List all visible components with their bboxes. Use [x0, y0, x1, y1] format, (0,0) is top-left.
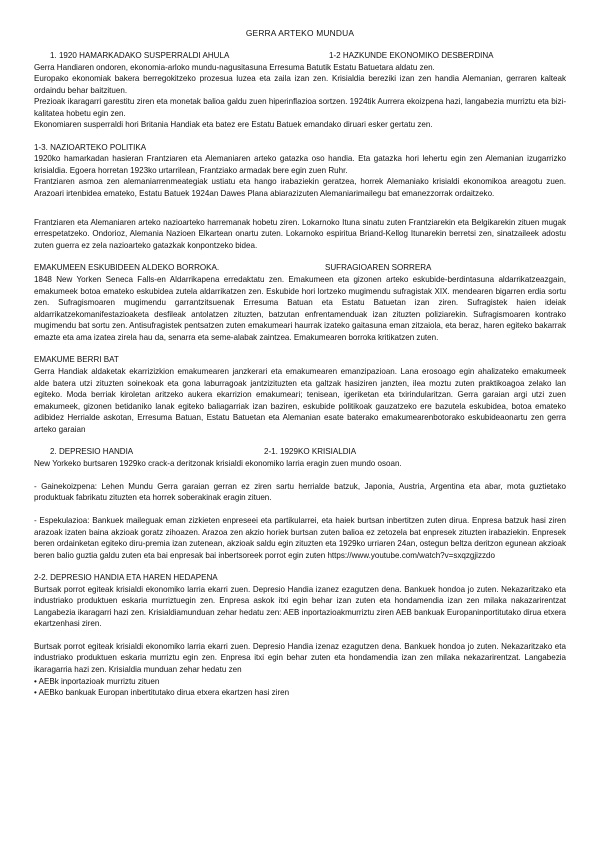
paragraph: New Yorkeko burtsaren 1929ko crack-a deritzonak krisialdi ekonomiko larria eragin zuen mundo osoan. [34, 459, 402, 469]
heading-great-depression: 2. DEPRESIO HANDIA [50, 447, 134, 457]
document-page [34, 28, 566, 699]
paragraph: 1920ko hamarkadan hasieran Frantziaren eta Alemaniaren arteko gatazka oso handia. Eta gatazka hori lehertu egin zen Alemanian izugarrizko krisialdia. Egoera horretan 1923ko urtarrilean, Frantziako armadak bere egin zuen Ruhr. [34, 154, 566, 175]
paragraph: Prezioak ikaragarri garestitu ziren eta monetak balioa galdu zuen hiperinflazioa sortzen. 1924tik Aurrera ekoizpena hazi, langabezia murriztu eta bizi-kalitatea hobetu egin zen. [34, 97, 566, 118]
heading-womens-rights: EMAKUMEEN ESKUBIDEEN ALDEKO BORROKA. [34, 263, 220, 273]
section-heading-row-1 [34, 50, 566, 62]
paragraph: Ekonomiaren susperraldi hori Britania Handiak eta batez ere Estatu Batuek emandako diruari esker gertatu zen. [34, 120, 433, 130]
paragraph: - Espekulazioa: Bankuek maileguak eman zizkieten enpreseei eta partikularrei, eta haiek burtsan inbertitzen zuten dirua. Enpresa batzuk hasi ziren arazoak izaten baina akzioak goratz zihoazen. Arazoa zen akzio horiek burtsan zuten balioa ez zetozela bat enpresek zituzten irabaziekin. Enpresek beren ordainketan egiteko diru-premia izan zutenean, akzioak saldu egin zituzten eta 1929ko urriaren 24an, ostegun beltza deritzon egunean akzioak beren balio guztia galdu zuten eta bai enpresak bai inbertsoreek porrot egin zuten https://www.youtube.com/watch?v=sxqzgjizzdo [34, 515, 566, 560]
heading-new-woman: EMAKUME BERRI BAT [34, 355, 119, 365]
paragraph: Burtsak porrot egiteak krisialdi ekonomiko larria ekarri zuen. Depresio Handia izanez ezagutzen dena. Bankuek hondoa jo zuten. Nekazaritzako eta industriako produktuen eskaria murriztuegin zen. Enpresa askok itxi egin behar izan zuten eta hondamendia izan zen milaka nakazarirentzat Langabezia ikaragarri hazi zen. Krisialdiamunduan zehar hedatu zen: AEB inportazioakmurriztu ziren AEB bankuak Europaninportitutako dirua etxera ekartzenhasi ziren. [34, 584, 566, 629]
heading-1929-crisis: 2-1. 1929KO KRISIALDIA [264, 447, 357, 457]
paragraph: - Gainekoizpena: Lehen Mundu Gerra garaian gerran ez ziren sartu herrialde batzuk, Japonia, Austria, Argentina eta abar, mota guztietako produktuak fabrikatu zituzten eta horrek soberakinak eragin zituen. [34, 481, 566, 503]
list-item: • AEBko bankuak Europan inbertitutako dirua etxera ekartzen hasi ziren [34, 688, 290, 698]
document-title: GERRA ARTEKO MUNDUA [245, 28, 355, 38]
paragraph: Frantziaren asmoa zen alemaniarrenmeategiak ustiatu eta hango irabaziekin geratzea, horrek Alemaniako krisialdi ekonomikoa areagotu zuen. Arazoari irtenbidea emateko, Estatu Batuek 1924an Dawes Plana abiarazizuten Alemaniarimailegu bat emanezzorrak ordaitzeko. [34, 177, 566, 199]
heading-depression-spread: 2-2. DEPRESIO HANDIA ETA HAREN HEDAPENA [34, 573, 218, 583]
heading-suffrage-origin: SUFRAGIOAREN SORRERA [325, 263, 432, 273]
paragraph: Gerra Handiaren ondoren, ekonomia-arloko mundu-nagusitasuna Erresuma Batutik Estatu Batuetara aldatu zen. [34, 62, 435, 72]
paragraph: Gerra Handiak aldaketak ekarrizizkion emakumearen janzkerari eta emakumearen emanzipazioan. Lana erosoago egin ahalizateko emakumeek alde batera utzi zituzten soinekoak eta gona laburragoak jantzizituzten eta galtzak hasiziren janzten, ilea moztu zuten praktikoagoa zelako lan egiteko. Moda berriak kiroletan aritzeko aukera ekarrizion emakumeari; tenisean, igeriketan eta txirindularitzan. Gerra garaian argi utzi zuen emakumeek, gizonen betidaniko lanak egiteko baliagarriak izan baziren, eskubide politikoak gauzatzeko ere bazutela eskubidea, botoa emateko adibidez Herrialde askotan, Erresuma Batuan, Estatu Batuetan eta Alemanian esate baterako emakumearenbotorako eskubideaonartu zen gerra arteko garaian [34, 367, 566, 434]
paragraph: Europako ekonomiak bakera berregokitzeko prozesua luzea eta zaila izan zen. Krisialdia bereziki izan zen handia Alemanian, gerraren kalteak ordaindu behar baitzituen. [34, 74, 566, 95]
section-heading-row-3 [34, 262, 566, 274]
heading-international-politics: 1-3. NAZIOARTEKO POLITIKA [34, 142, 147, 152]
heading-unequal-growth: 1-2 HAZKUNDE EKONOMIKO DESBERDINA [329, 50, 494, 60]
paragraph: Burtsak porrot egiteak krisialdi ekonomiko larria ekarri zuen. Depresio Handia izenaz ezagutzen dena. Bankuek hondoa jo zuten. Nekazaritzako eta industriako produktuen eskaria murriztu egin zen. Enpresa itxi egin behar zuten eta hondamendia izan zen milaka nekazarirentzat. Langabezia ikaragarria hazi zen. Krisialdia munduan zehar hedatu zen [34, 641, 566, 674]
paragraph: Frantziaren eta Alemaniaren arteko nazioarteko harremanak hobetu ziren. Lokarnoko Ituna sinatu zuten Frantziarekin eta Belgikarekin zituen mugak errespetatzeko. Ondorioz, Alemania Nazioen Elkartean onartu zuten. Lokarnoko espiritua Briand-Kellog Itunarekin berretsi zen, sinatzaileek adostu zuten guerra ez zela nazioarteko gatazkak konpontzeko bidea. [34, 217, 566, 250]
paragraph: 1848 New Yorken Seneca Falls-en Aldarrikapena erredaktatu zen. Emakumeen eta gizonen arteko eskubide-berdintasuna aldarrikatzeazgain, emakumeek botoa emateko eskubidea zutela aldarrikatzen zen. Eskubide hori lortzeko mugimendu sufragistak XIX. mendearen bigarren erdia sortu zen. Sufragismoaren mugimendu garrantzitsuenak Erresuma Batuan eta Estatu Batuetan izan ziren. Sufragistek haien ideiak aldarrikatzekomanifestazioaketa desfileak antolatzen zituzten, batzutan enfrentamenduak izan zituzten poliziarekin. Sufragismoaren kontrako mugimendu bat sortu zen. Antisufragistek pentsatzen zuten emakumeari haurrak izateko gaitasuna eman zitzaiola, eta beraz, haren egiteko bakarrak emazte eta ama izatea zirela hau da, senarra eta seme-alabak zaintzea. Emakumearen borroka kritikatzen zuten. [34, 275, 566, 342]
heading-1920-weak-recovery: 1. 1920 HAMARKADAKO SUSPERRALDI AHULA [50, 50, 230, 60]
section-heading-row-5 [34, 446, 566, 458]
list-item: • AEBk inportazioak murriztu zituen [34, 676, 160, 686]
